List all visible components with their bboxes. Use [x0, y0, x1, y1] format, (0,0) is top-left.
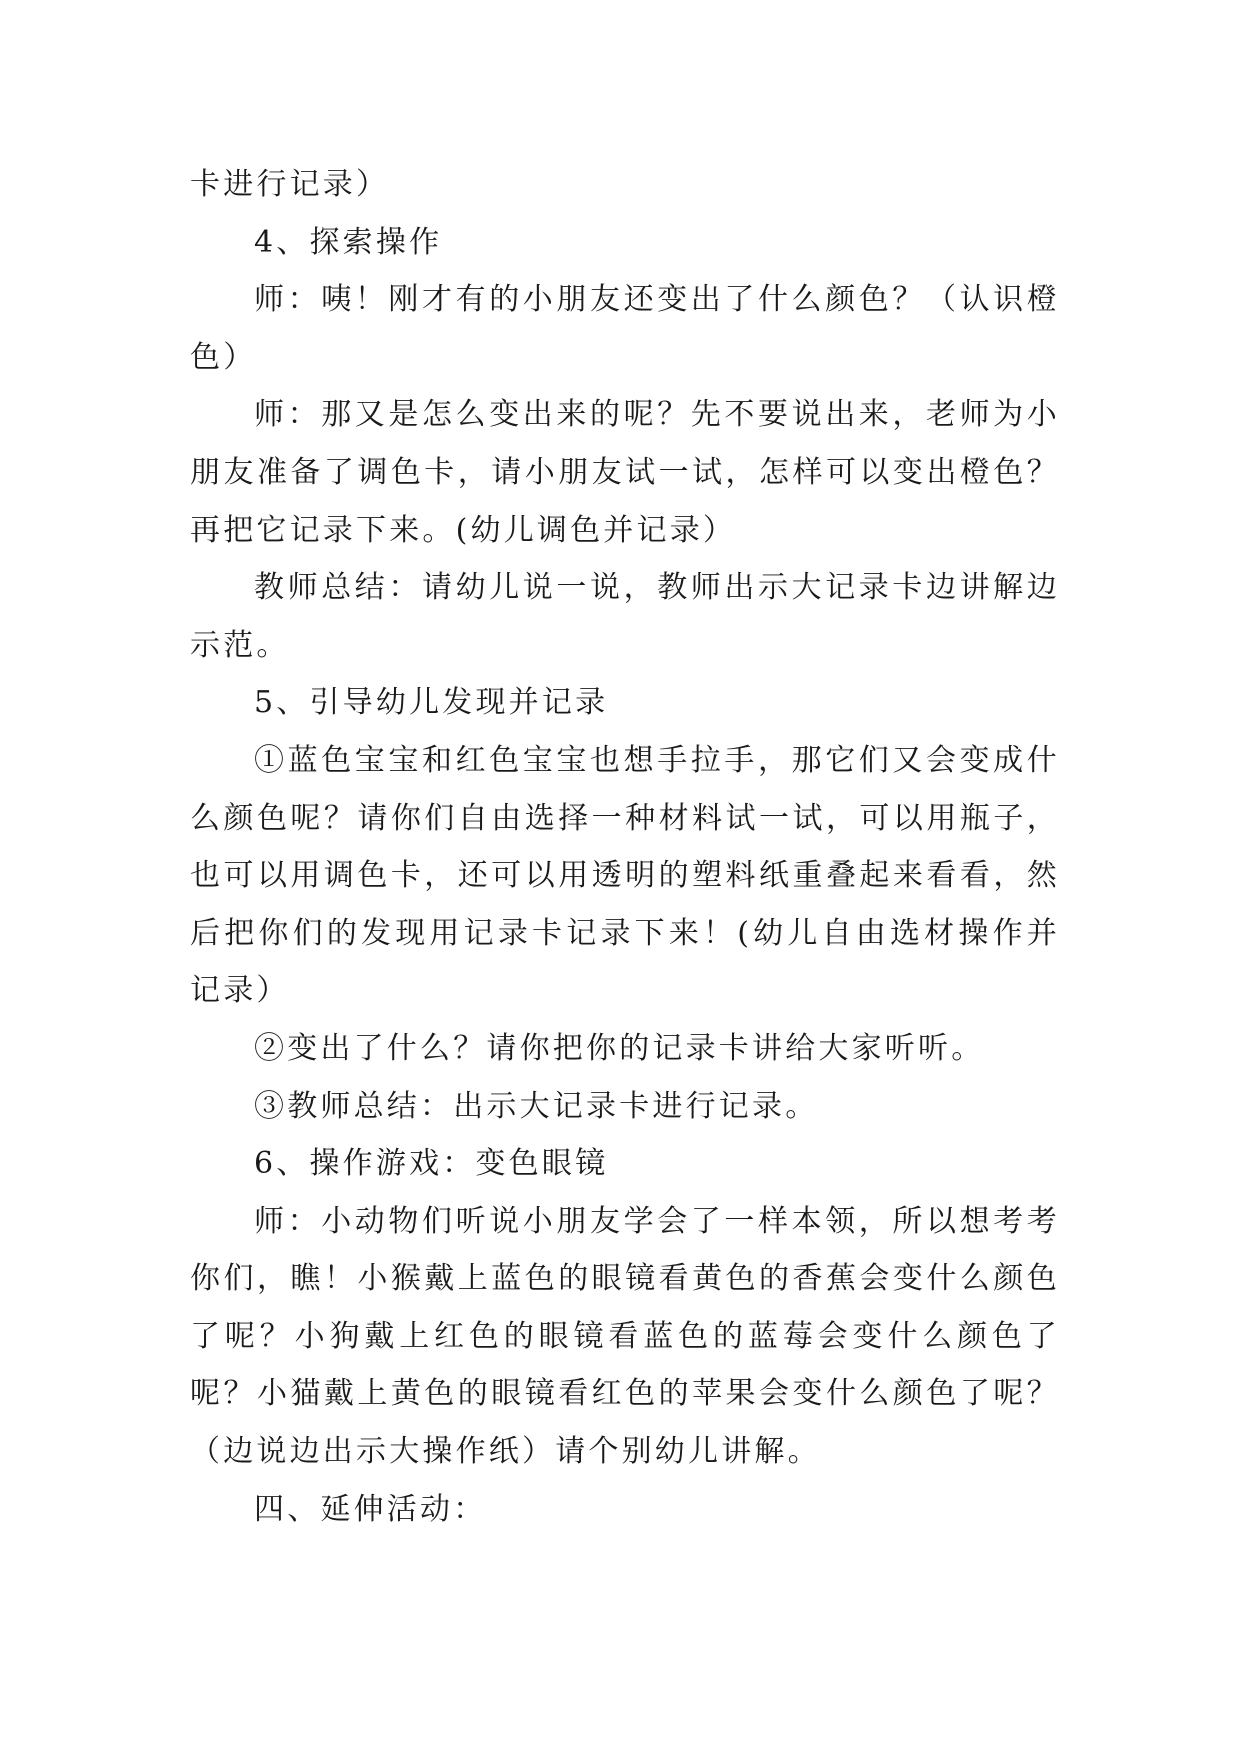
section-heading-guide: 5、引导幼儿发现并记录	[254, 685, 609, 721]
paragraph: 教师总结：请幼儿说一说，教师出示大记录卡边讲解边示范。	[190, 570, 1060, 663]
paragraph-continuation: 卡进行记录）	[190, 167, 390, 202]
paragraph: 师：咦！刚才有的小朋友还变出了什么颜色？（认识橙色）	[190, 282, 1060, 375]
paragraph: ③教师总结：出示大记录卡进行记录。	[254, 1088, 819, 1124]
section-heading-explore: 4、探索操作	[254, 224, 443, 260]
paragraph: ②变出了什么？请你把你的记录卡讲给大家听听。	[254, 1030, 985, 1066]
paragraph: ①蓝色宝宝和红色宝宝也想手拉手，那它们又会变成什么颜色呢？请你们自由选择一种材料试一试，可以用瓶子，也可以用调色卡，还可以用透明的塑料纸重叠起来看看，然后把你们的发现用记录卡记录下来！(幼儿自由选材操作并记录）	[190, 742, 1060, 1009]
paragraph: 师：小动物们听说小朋友学会了一样本领，所以想考考你们，瞧！小猴戴上蓝色的眼镜看黄色的香蕉会变什么颜色了呢？小狗戴上红色的眼镜看蓝色的蓝莓会变什么颜色了呢？小猫戴上黄色的眼镜看红色的苹果会变什么颜色了呢？（边说边出示大操作纸）请个别幼儿讲解。	[190, 1203, 1060, 1470]
document-body	[190, 156, 1060, 1538]
section-heading-game: 6、操作游戏：变色眼镜	[254, 1146, 609, 1182]
paragraph: 师：那又是怎么变出来的呢？先不要说出来，老师为小朋友准备了调色卡，请小朋友试一试，怎样可以变出橙色？再把它记录下来。(幼儿调色并记录）	[190, 397, 1060, 548]
section-heading-extension: 四、延伸活动：	[254, 1491, 487, 1527]
